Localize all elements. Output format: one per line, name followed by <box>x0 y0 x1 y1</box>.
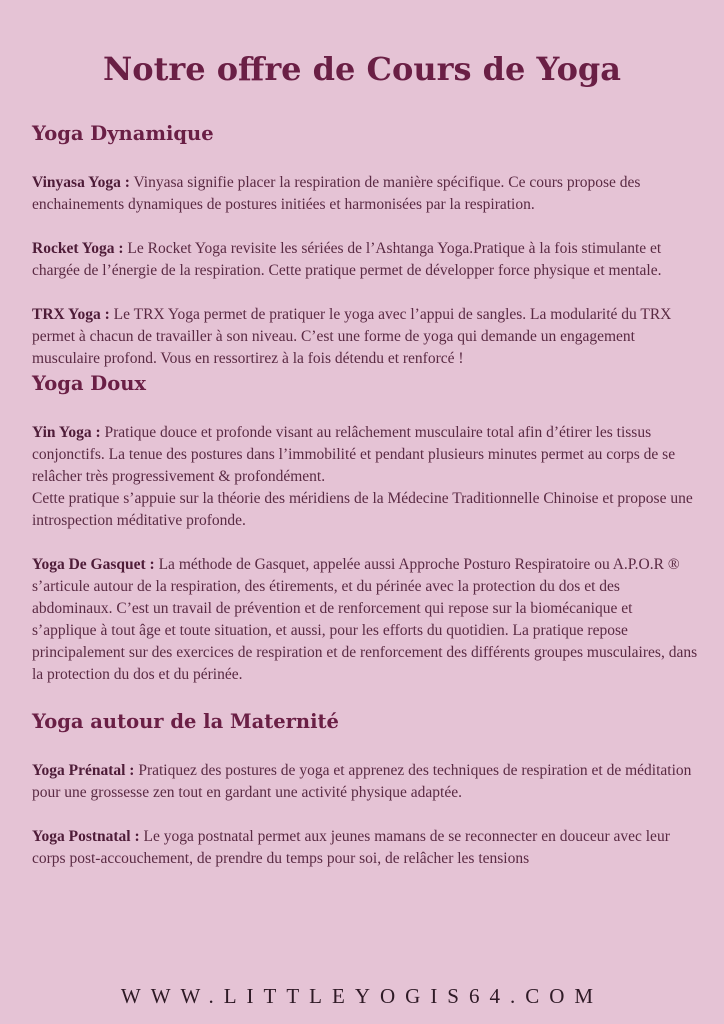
entry-term: Yin Yoga : <box>32 424 101 441</box>
entry-text: Pratiquez des postures de yoga et apprenez des techniques de respiration et de méditation pour une grossesse zen tout en gardant une activité physique adaptée. <box>32 762 692 801</box>
entry-vinyasa-yoga <box>32 172 698 216</box>
entry-text: Le TRX Yoga permet de pratiquer le yoga avec l’appui de sangles. La modularité du TRX permet à chacun de travailler à son niveau. C’est une forme de yoga qui demande un engagement musculaire profond. Vous en ressortirez à la fois détendu et renforcé ! <box>32 306 672 367</box>
section-heading: Yoga autour de la Maternité <box>32 710 339 733</box>
entry-term: Yoga De Gasquet : <box>32 556 155 573</box>
entry-text: Pratique douce et profonde visant au relâchement musculaire total afin d’étirer les tissus conjonctifs. La tenue des postures dans l’immobilité et pendant plusieurs minutes permet au corps de se relâcher très progressivement & profondément. <box>32 424 676 485</box>
entry-yoga-prenatal <box>32 760 698 804</box>
section-yoga-maternite <box>32 708 698 870</box>
entry-yin-yoga <box>32 422 698 488</box>
section-heading: Yoga Doux <box>32 372 147 395</box>
entry-trx-yoga <box>32 304 698 370</box>
entry-term: Rocket Yoga : <box>32 240 124 257</box>
entry-text: Le Rocket Yoga revisite les sériées de l’Ashtanga Yoga.Pratique à la fois stimulante et chargée de l’énergie de la respiration. Cette pratique permet de développer force physique et mentale. <box>32 240 662 279</box>
page-title: Notre offre de Cours de Yoga <box>102 50 622 88</box>
entry-text: La méthode de Gasquet, appelée aussi Approche Posturo Respiratoire ou A.P.O.R ® s’articule autour de la respiration, des étirements, et du périnée avec la protection du dos et des abdominaux. C’est un travail de prévention et de renforcement qui repose sur la biomécanique et s’applique à tout âge et toute situation, et aussi, pour les efforts du quotidien. La pratique repose principalement sur des exercices de respiration et de renforcement des différents groupes musculaires, dans la protection du dos et du périnée. <box>32 556 698 683</box>
entry-yin-yoga-continued <box>32 488 698 532</box>
entry-text: Vinyasa signifie placer la respiration de manière spécifique. Ce cours propose des enchainements dynamiques de postures initiées et harmonisées par la respiration. <box>32 174 641 213</box>
entry-term: TRX Yoga : <box>32 306 110 323</box>
section-yoga-dynamique <box>32 120 698 370</box>
entry-yoga-postnatal <box>32 826 698 870</box>
entry-term: Vinyasa Yoga : <box>32 174 130 191</box>
entry-text: Cette pratique s’appuie sur la théorie des méridiens de la Médecine Traditionnelle Chinoise et propose une introspection méditative profonde. <box>32 490 693 529</box>
section-yoga-doux <box>32 370 698 708</box>
website-url: WWW.LITTLEYOGIS64.COM <box>120 984 604 1008</box>
section-heading: Yoga Dynamique <box>32 122 214 145</box>
entry-rocket-yoga <box>32 238 698 282</box>
entry-text: Le yoga postnatal permet aux jeunes mamans de se reconnecter en douceur avec leur corps post-accouchement, de prendre du temps pour soi, de relâcher les tensions <box>32 828 670 867</box>
entry-term: Yoga Prénatal : <box>32 762 135 779</box>
entry-term: Yoga Postnatal : <box>32 828 140 845</box>
entry-yoga-de-gasquet <box>32 554 698 686</box>
content <box>32 120 698 870</box>
